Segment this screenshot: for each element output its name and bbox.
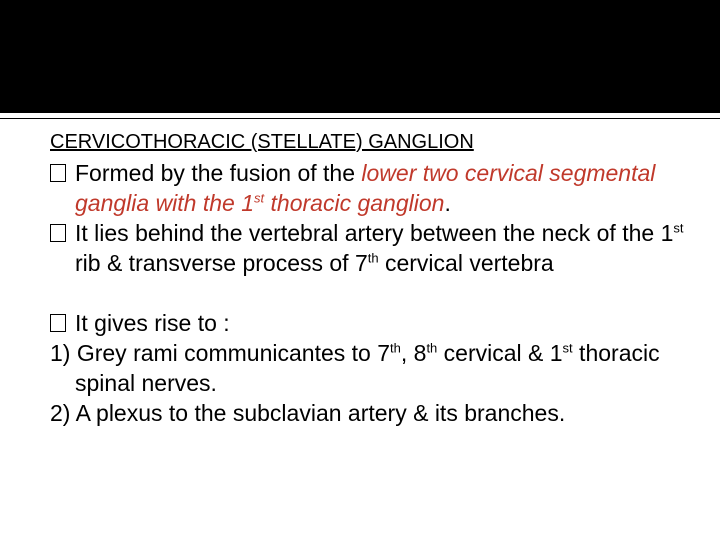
superscript: st (562, 340, 573, 356)
bullet-item (50, 158, 710, 218)
title-band (0, 0, 720, 113)
item-text: 2) A plexus to the subclavian artery & its branches. (50, 400, 566, 426)
bullet-text: Formed by the fusion of the (75, 160, 362, 186)
highlight-text: thoracic ganglion (264, 190, 445, 216)
superscript: th (426, 340, 438, 356)
superscript: th (390, 340, 401, 356)
item-text: 1) Grey rami communicantes to 7 (50, 340, 391, 366)
numbered-item (50, 338, 710, 398)
bullet-item (50, 218, 710, 278)
spacer (50, 278, 710, 308)
slide-body (50, 128, 710, 428)
item-text: cervical & 1 (437, 340, 563, 366)
highlight-text: lower two cervical segmental ganglia with the 1 (75, 160, 656, 216)
superscript: st (254, 190, 265, 206)
item-text: thoracic spinal nerves. (75, 340, 660, 396)
numbered-item (50, 398, 710, 428)
superscript: th (367, 250, 379, 266)
bullet-item (50, 308, 710, 338)
item-text: , 8 (400, 340, 427, 366)
bullet-text: It gives rise to : (75, 310, 230, 336)
bullet-box-icon (50, 314, 66, 332)
bullet-box-icon (50, 164, 66, 182)
slide-heading: CERVICOTHORACIC (STELLATE) GANGLION (50, 131, 474, 153)
bullet-text: It lies behind the vertebral artery between the neck of the 1 (75, 220, 674, 246)
bullet-text: rib & transverse process of 7 (75, 250, 368, 276)
superscript: st (673, 220, 684, 236)
bullet-text: cervical vertebra (378, 250, 554, 276)
bullet-text: . (444, 190, 451, 216)
divider-line (0, 118, 720, 119)
bullet-box-icon (50, 224, 66, 242)
